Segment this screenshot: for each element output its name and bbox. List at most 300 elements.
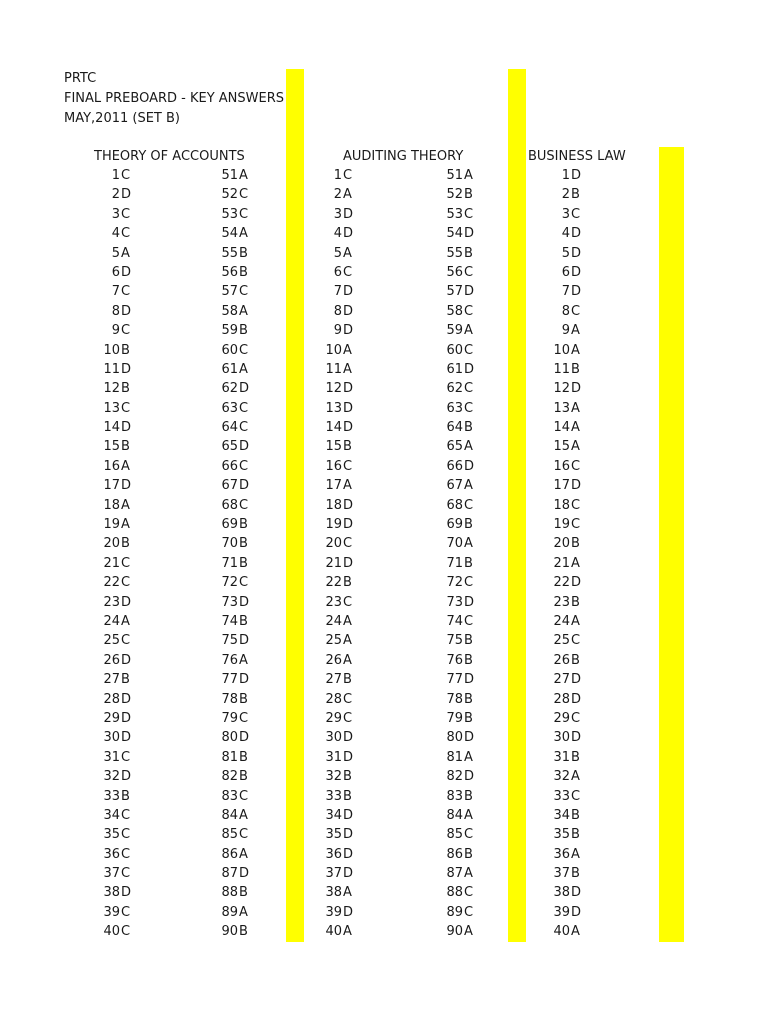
- answer-letter: B: [464, 187, 473, 203]
- question-number: 25: [325, 633, 342, 649]
- answer-letter: C: [464, 400, 474, 416]
- answer-letter: A: [121, 517, 130, 533]
- answer-letter: B: [571, 361, 580, 377]
- question-number: 13: [325, 400, 342, 416]
- answer-row: [542, 476, 585, 495]
- answer-row: [542, 728, 585, 747]
- answer-letter: B: [571, 652, 580, 668]
- answer-letter: D: [121, 187, 132, 203]
- question-number: 64: [221, 420, 238, 436]
- answer-letter: D: [343, 206, 354, 222]
- question-number: 34: [325, 807, 342, 823]
- answer-letter: C: [571, 788, 581, 804]
- answer-letter: A: [464, 807, 473, 823]
- question-number: 26: [553, 652, 570, 668]
- answer-letter: C: [121, 284, 131, 300]
- answer-letter: C: [239, 342, 249, 358]
- answer-letter: D: [464, 769, 475, 785]
- answer-letter: B: [571, 749, 580, 765]
- question-number: 3: [561, 206, 570, 222]
- answer-row: [314, 670, 357, 689]
- answer-letter: B: [464, 420, 473, 436]
- answer-row: [435, 205, 478, 224]
- answer-letter: C: [343, 458, 353, 474]
- answer-letter: B: [571, 187, 580, 203]
- question-number: 37: [325, 866, 342, 882]
- answer-row: [435, 787, 478, 806]
- question-number: 33: [325, 788, 342, 804]
- answer-row: [314, 825, 357, 844]
- question-number: 58: [221, 303, 238, 319]
- answer-letter: C: [239, 458, 249, 474]
- answer-row: [435, 263, 478, 282]
- answer-letter: B: [343, 769, 352, 785]
- answer-row: [210, 302, 253, 321]
- answer-letter: D: [121, 769, 132, 785]
- answer-row: [542, 883, 585, 902]
- answer-letter: C: [571, 497, 581, 513]
- question-number: 9: [111, 323, 120, 339]
- question-number: 16: [325, 458, 342, 474]
- answer-letter: C: [121, 400, 131, 416]
- question-number: 15: [553, 439, 570, 455]
- question-number: 83: [446, 788, 463, 804]
- answer-letter: A: [571, 846, 580, 862]
- answer-row: [210, 883, 253, 902]
- answer-letter: C: [343, 710, 353, 726]
- answer-letter: A: [343, 361, 352, 377]
- question-number: 88: [446, 885, 463, 901]
- answer-letter: D: [343, 749, 354, 765]
- answer-letter: A: [343, 613, 352, 629]
- answer-row: [542, 515, 585, 534]
- question-number: 73: [221, 594, 238, 610]
- answer-row: [210, 690, 253, 709]
- question-number: 61: [446, 361, 463, 377]
- highlight-stripe: [508, 69, 526, 942]
- answer-letter: D: [464, 594, 475, 610]
- answer-row: [314, 399, 357, 418]
- answer-row: [92, 690, 135, 709]
- question-number: 19: [103, 517, 120, 533]
- answer-letter: C: [571, 458, 581, 474]
- answer-row: [314, 205, 357, 224]
- answer-row: [210, 573, 253, 592]
- answer-row: [542, 418, 585, 437]
- answer-letter: A: [464, 478, 473, 494]
- question-number: 77: [446, 672, 463, 688]
- question-number: 77: [221, 672, 238, 688]
- answer-letter: B: [571, 827, 580, 843]
- question-number: 35: [553, 827, 570, 843]
- answer-row: [92, 573, 135, 592]
- answer-letter: D: [343, 323, 354, 339]
- question-number: 68: [446, 497, 463, 513]
- answer-row: [542, 748, 585, 767]
- answer-letter: D: [571, 904, 582, 920]
- question-number: 35: [325, 827, 342, 843]
- answer-row: [92, 496, 135, 515]
- question-number: 66: [446, 458, 463, 474]
- answer-row: [92, 787, 135, 806]
- answer-letter: A: [239, 807, 248, 823]
- question-number: 21: [325, 555, 342, 571]
- answer-letter: B: [239, 536, 248, 552]
- question-number: 76: [221, 652, 238, 668]
- question-number: 10: [103, 342, 120, 358]
- answer-letter: D: [343, 730, 354, 746]
- answer-letter: A: [239, 303, 248, 319]
- answer-letter: A: [571, 769, 580, 785]
- question-number: 78: [446, 691, 463, 707]
- answer-row: [210, 728, 253, 747]
- answer-row: [92, 399, 135, 418]
- answer-letter: A: [464, 749, 473, 765]
- answer-letter: A: [571, 439, 580, 455]
- answer-row: [542, 302, 585, 321]
- answer-letter: A: [239, 652, 248, 668]
- answer-letter: C: [121, 168, 131, 183]
- answer-letter: A: [571, 613, 580, 629]
- answer-row: [435, 903, 478, 922]
- question-number: 17: [553, 478, 570, 494]
- answer-letter: B: [239, 323, 248, 339]
- answer-row: [435, 224, 478, 243]
- answer-row: [210, 554, 253, 573]
- answer-row: [92, 612, 135, 631]
- question-number: 62: [221, 381, 238, 397]
- answer-row: [314, 321, 357, 340]
- answer-row: [92, 922, 135, 941]
- question-number: 32: [325, 769, 342, 785]
- answer-letter: C: [121, 807, 131, 823]
- answer-row: [542, 534, 585, 553]
- answer-row: [435, 845, 478, 864]
- question-number: 67: [446, 478, 463, 494]
- answer-letter: B: [571, 866, 580, 882]
- answer-letter: C: [239, 710, 249, 726]
- question-number: 13: [103, 400, 120, 416]
- answer-row: [314, 631, 357, 650]
- answer-letter: A: [571, 420, 580, 436]
- answer-letter: C: [571, 517, 581, 533]
- question-number: 5: [333, 245, 342, 261]
- highlight-stripe: [659, 147, 684, 942]
- answer-letter: C: [239, 187, 249, 203]
- answer-letter: C: [343, 536, 353, 552]
- question-number: 9: [561, 323, 570, 339]
- question-number: 4: [111, 226, 120, 242]
- answer-row: [542, 185, 585, 204]
- answer-row: [92, 670, 135, 689]
- question-number: 19: [553, 517, 570, 533]
- answer-letter: D: [571, 168, 582, 183]
- answer-letter: D: [343, 381, 354, 397]
- answer-letter: D: [464, 361, 475, 377]
- answer-letter: D: [121, 691, 132, 707]
- question-number: 25: [103, 633, 120, 649]
- answer-row: [314, 263, 357, 282]
- answer-row: [92, 593, 135, 612]
- question-number: 82: [446, 769, 463, 785]
- question-number: 68: [221, 497, 238, 513]
- answer-row: [314, 883, 357, 902]
- question-number: 24: [103, 613, 120, 629]
- answer-letter: D: [121, 652, 132, 668]
- answer-letter: D: [239, 672, 250, 688]
- answer-row: [314, 534, 357, 553]
- question-number: 79: [446, 710, 463, 726]
- answer-letter: B: [121, 672, 130, 688]
- answer-row: [210, 496, 253, 515]
- section-title-auditing-theory: AUDITING THEORY: [343, 149, 464, 164]
- answer-row: [542, 321, 585, 340]
- answer-list-auditing-theory-1-40: [314, 166, 357, 942]
- answer-row: [92, 748, 135, 767]
- answer-row: [92, 321, 135, 340]
- question-number: 38: [103, 885, 120, 901]
- question-number: 7: [333, 284, 342, 300]
- answer-row: [314, 185, 357, 204]
- answer-row: [210, 321, 253, 340]
- answer-letter: D: [343, 226, 354, 242]
- answer-letter: B: [464, 555, 473, 571]
- answer-row: [542, 670, 585, 689]
- answer-row: [210, 864, 253, 883]
- question-number: 52: [221, 187, 238, 203]
- answer-letter: C: [121, 206, 131, 222]
- answer-row: [314, 437, 357, 456]
- answer-row: [92, 806, 135, 825]
- answer-letter: B: [464, 846, 473, 862]
- answer-letter: A: [571, 342, 580, 358]
- answer-letter: B: [239, 885, 248, 901]
- question-number: 1: [111, 168, 120, 183]
- question-number: 10: [325, 342, 342, 358]
- answer-row: [92, 903, 135, 922]
- answer-letter: B: [343, 439, 352, 455]
- answer-letter: B: [121, 439, 130, 455]
- answer-letter: C: [343, 264, 353, 280]
- answer-row: [210, 244, 253, 263]
- answer-row: [435, 651, 478, 670]
- answer-letter: A: [464, 168, 473, 183]
- question-number: 79: [221, 710, 238, 726]
- answer-row: [542, 244, 585, 263]
- question-number: 30: [103, 730, 120, 746]
- answer-row: [435, 573, 478, 592]
- answer-row: [92, 282, 135, 301]
- question-number: 34: [553, 807, 570, 823]
- section-title-theory-of-accounts: THEORY OF ACCOUNTS: [94, 149, 245, 164]
- answer-letter: D: [571, 575, 582, 591]
- answer-row: [542, 593, 585, 612]
- answer-letter: A: [343, 633, 352, 649]
- question-number: 21: [103, 555, 120, 571]
- answer-letter: C: [239, 827, 249, 843]
- answer-row: [314, 341, 357, 360]
- question-number: 38: [553, 885, 570, 901]
- answer-row: [92, 185, 135, 204]
- answer-letter: B: [239, 749, 248, 765]
- question-number: 33: [553, 788, 570, 804]
- question-number: 2: [333, 187, 342, 203]
- question-number: 76: [446, 652, 463, 668]
- question-number: 29: [553, 710, 570, 726]
- answer-letter: C: [343, 691, 353, 707]
- answer-row: [542, 457, 585, 476]
- answer-row: [210, 825, 253, 844]
- question-number: 40: [103, 924, 120, 940]
- question-number: 28: [325, 691, 342, 707]
- header-org: PRTC: [64, 71, 97, 86]
- question-number: 12: [103, 381, 120, 397]
- answer-row: [210, 748, 253, 767]
- question-number: 21: [553, 555, 570, 571]
- question-number: 7: [561, 284, 570, 300]
- answer-row: [210, 670, 253, 689]
- answer-letter: D: [239, 594, 250, 610]
- question-number: 30: [325, 730, 342, 746]
- answer-letter: C: [571, 710, 581, 726]
- answer-row: [92, 631, 135, 650]
- header-title: FINAL PREBOARD - KEY ANSWERS: [64, 91, 285, 106]
- answer-row: [314, 496, 357, 515]
- answer-row: [92, 767, 135, 786]
- answer-row: [542, 825, 585, 844]
- answer-row: [314, 806, 357, 825]
- answer-letter: C: [121, 749, 131, 765]
- question-number: 40: [553, 924, 570, 940]
- answer-letter: C: [464, 303, 474, 319]
- answer-letter: D: [464, 226, 475, 242]
- answer-letter: C: [464, 575, 474, 591]
- answer-row: [542, 903, 585, 922]
- question-number: 63: [221, 400, 238, 416]
- answer-letter: A: [464, 536, 473, 552]
- answer-letter: C: [121, 904, 131, 920]
- question-number: 8: [561, 303, 570, 319]
- question-number: 7: [111, 284, 120, 300]
- answer-row: [210, 845, 253, 864]
- question-number: 11: [103, 361, 120, 377]
- question-number: 25: [553, 633, 570, 649]
- answer-letter: D: [121, 478, 132, 494]
- answer-row: [92, 651, 135, 670]
- question-number: 58: [446, 303, 463, 319]
- question-number: 4: [333, 226, 342, 242]
- question-number: 81: [221, 749, 238, 765]
- answer-letter: D: [464, 672, 475, 688]
- answer-row: [314, 224, 357, 243]
- question-number: 5: [561, 245, 570, 261]
- question-number: 74: [446, 613, 463, 629]
- question-number: 22: [553, 575, 570, 591]
- question-number: 22: [325, 575, 342, 591]
- answer-letter: B: [464, 245, 473, 261]
- answer-letter: B: [239, 264, 248, 280]
- answer-row: [314, 748, 357, 767]
- answer-row: [435, 631, 478, 650]
- answer-row: [210, 903, 253, 922]
- answer-letter: D: [239, 478, 250, 494]
- answer-letter: D: [239, 730, 250, 746]
- question-number: 17: [325, 478, 342, 494]
- answer-letter: D: [343, 846, 354, 862]
- question-number: 27: [103, 672, 120, 688]
- answer-letter: A: [343, 924, 352, 940]
- question-number: 57: [446, 284, 463, 300]
- highlight-stripe: [286, 69, 304, 942]
- answer-letter: B: [239, 924, 248, 940]
- question-number: 70: [221, 536, 238, 552]
- answer-letter: A: [343, 245, 352, 261]
- answer-letter: A: [464, 323, 473, 339]
- question-number: 86: [221, 846, 238, 862]
- answer-letter: C: [239, 284, 249, 300]
- answer-row: [92, 457, 135, 476]
- answer-row: [435, 379, 478, 398]
- question-number: 73: [446, 594, 463, 610]
- question-number: 53: [446, 206, 463, 222]
- answer-row: [92, 341, 135, 360]
- answer-row: [210, 457, 253, 476]
- answer-letter: B: [464, 652, 473, 668]
- answer-letter: D: [343, 420, 354, 436]
- answer-row: [542, 166, 585, 185]
- answer-letter: D: [343, 400, 354, 416]
- answer-row: [435, 302, 478, 321]
- answer-letter: B: [571, 536, 580, 552]
- question-number: 16: [553, 458, 570, 474]
- question-number: 39: [103, 904, 120, 920]
- question-number: 26: [325, 652, 342, 668]
- question-number: 26: [103, 652, 120, 668]
- answer-row: [210, 418, 253, 437]
- answer-row: [542, 709, 585, 728]
- answer-row: [435, 612, 478, 631]
- answer-letter: A: [343, 187, 352, 203]
- answer-row: [314, 690, 357, 709]
- question-number: 9: [333, 323, 342, 339]
- answer-row: [210, 767, 253, 786]
- question-number: 11: [553, 361, 570, 377]
- answer-row: [92, 166, 135, 185]
- question-number: 60: [446, 342, 463, 358]
- answer-row: [542, 360, 585, 379]
- answer-row: [542, 651, 585, 670]
- answer-letter: D: [239, 633, 250, 649]
- question-number: 82: [221, 769, 238, 785]
- answer-row: [435, 476, 478, 495]
- question-number: 64: [446, 420, 463, 436]
- answer-row: [542, 767, 585, 786]
- question-number: 71: [446, 555, 463, 571]
- answer-row: [92, 360, 135, 379]
- question-number: 71: [221, 555, 238, 571]
- question-number: 59: [221, 323, 238, 339]
- question-number: 28: [103, 691, 120, 707]
- question-number: 18: [325, 497, 342, 513]
- answer-letter: C: [121, 846, 131, 862]
- answer-letter: C: [239, 420, 249, 436]
- question-number: 8: [333, 303, 342, 319]
- answer-letter: A: [121, 458, 130, 474]
- answer-letter: C: [464, 497, 474, 513]
- answer-letter: D: [343, 497, 354, 513]
- question-number: 80: [446, 730, 463, 746]
- question-number: 57: [221, 284, 238, 300]
